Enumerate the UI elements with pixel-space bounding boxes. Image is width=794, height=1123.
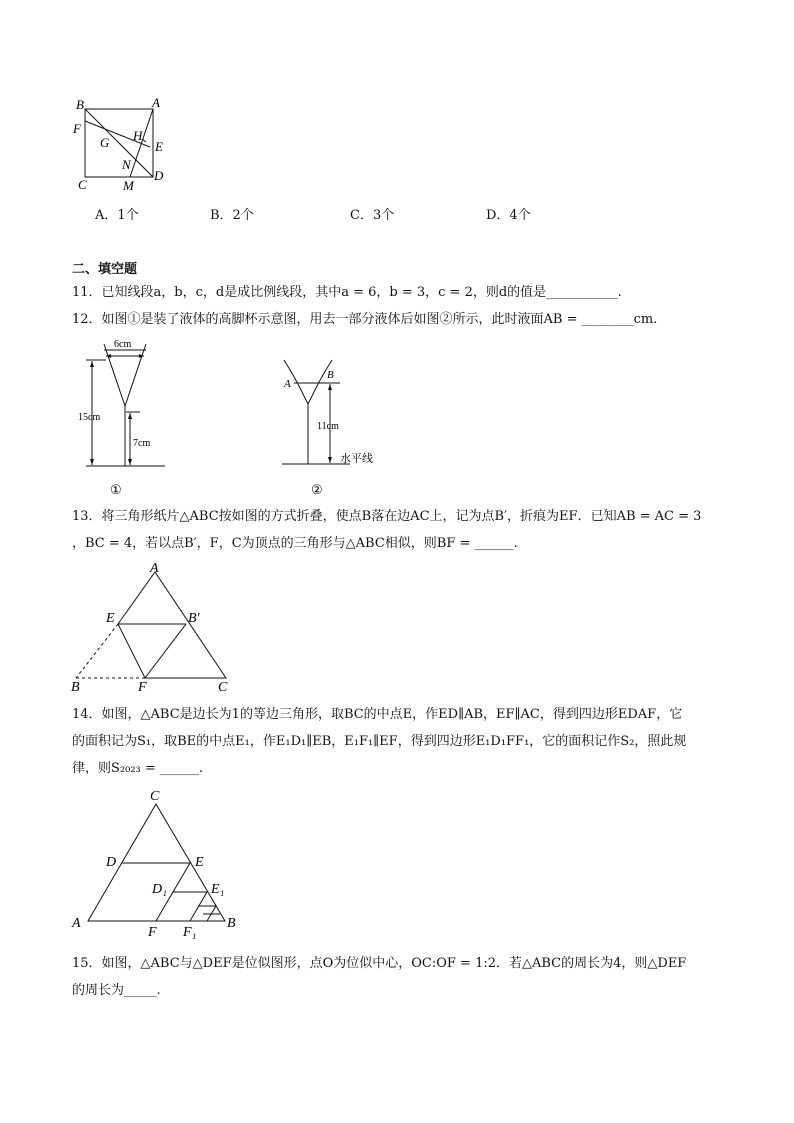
q12-fig2-caption: ②: [311, 482, 323, 497]
q13-label-B: B: [71, 680, 80, 695]
q10-label-B: B: [76, 97, 84, 112]
q10-label-C: C: [78, 177, 87, 192]
q10-label-A: A: [152, 95, 160, 110]
q10-label-F: F: [73, 121, 81, 136]
q14-label-F1: F₁: [183, 925, 197, 940]
q12-fig2-label-A: A: [284, 378, 291, 390]
line-AM: [130, 109, 153, 177]
q13-label-F: F: [138, 680, 147, 695]
question-14-line-3: 律，则S₂₀₂₃ = ______.: [72, 761, 204, 776]
q10-label-E: E: [155, 139, 163, 154]
q14-label-E1: E₁: [211, 882, 225, 897]
question-13-line-2: ，BC = 4，若以点B′，F，C为顶点的三角形与△ABC相似，则BF = ______.: [72, 536, 518, 551]
q12-fig1-left-label: 15cm: [78, 412, 101, 423]
q13-label-E: E: [106, 611, 115, 626]
q13-label-C: C: [218, 680, 228, 695]
q14-label-A: A: [72, 916, 81, 931]
q10-figure: [70, 95, 180, 195]
question-14-line-1: 14．如图，△ABC是边长为1的等边三角形，取BC的中点E，作ED∥AB，EF∥AC，得到四边形EDAF，它: [72, 707, 683, 722]
question-14-line-2: 的面积记为S₁，取BE的中点E₁，作E₁D₁∥EB，E₁F₁∥EF，得到四边形E₁D₁FF₁，它的面积记作S₂，照此规: [72, 734, 687, 749]
question-13-line-1: 13．将三角形纸片△ABC按如图的方式折叠，使点B落在边AC上，记为点B′，折痕为EF．已知AB = AC = 3: [72, 509, 702, 524]
q12-fig1-top-label: 6cm: [114, 339, 132, 350]
q12-figure-2: [280, 356, 400, 496]
question-11: 11．已知线段a，b，c，d是成比例线段，其中a = 6，b = 3，c = 2，则d的值是___________.: [72, 285, 622, 300]
q10-label-H: H: [133, 128, 143, 143]
diagonal-BD: [85, 109, 153, 177]
q14-label-C: C: [150, 789, 160, 804]
q14-label-E: E: [195, 855, 204, 870]
q12-fig1-right-label: 7cm: [133, 438, 151, 449]
q12-fig2-height-label: 11cm: [317, 421, 339, 432]
q10-option-b: B．2个: [210, 208, 254, 223]
q14-label-F: F: [148, 925, 157, 940]
q13-label-Bprime: B′: [188, 611, 200, 626]
q10-option-d: D．4个: [486, 208, 531, 223]
q13-figure: [68, 560, 248, 695]
question-12: 12．如图①是装了液体的高脚杯示意图，用去一部分液体后如图②所示，此时液面AB = ________cm.: [72, 312, 658, 327]
question-15-line-1: 15．如图，△ABC与△DEF是位似图形，点O为位似中心，OC:OF = 1:2．若△ABC的周长为4，则△DEF: [72, 956, 687, 971]
q14-label-D1: D₁: [152, 882, 167, 897]
q12-fig1-caption: ①: [110, 482, 122, 497]
q10-label-D: D: [154, 168, 164, 183]
q12-figure-1: [80, 336, 190, 496]
q10-label-N: N: [122, 157, 131, 172]
q12-fig2-label-B: B: [327, 369, 334, 381]
q13-label-A: A: [150, 561, 159, 576]
q10-option-a: A．1个: [95, 208, 139, 223]
section-title-fill-blank: 二、填空题: [72, 262, 138, 277]
q10-label-M: M: [123, 178, 134, 193]
q14-label-B: B: [227, 916, 236, 931]
question-15-line-2: 的周长为_____.: [72, 983, 161, 998]
q14-label-D: D: [106, 855, 117, 870]
q10-label-G: G: [100, 135, 110, 150]
q12-fig2-baseline-label: 水平线: [340, 453, 373, 465]
q10-option-c: C．3个: [350, 208, 395, 223]
q14-figure: [68, 784, 258, 944]
